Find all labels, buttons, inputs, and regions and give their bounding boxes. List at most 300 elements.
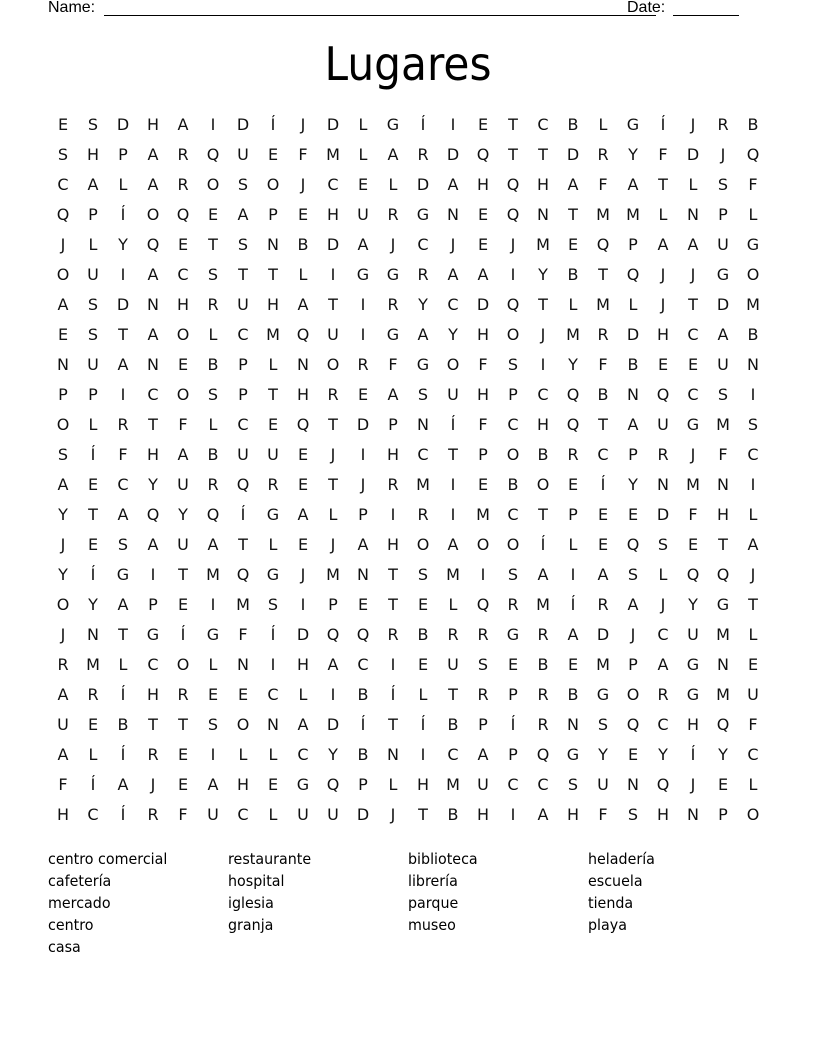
grid-cell[interactable]: N [747,355,759,374]
grid-cell[interactable]: C [327,175,339,194]
grid-cell[interactable]: S [717,175,729,194]
grid-cell[interactable]: H [86,145,100,164]
grid-cell[interactable]: C [687,385,699,404]
grid-cell[interactable]: A [57,685,69,704]
grid-cell[interactable]: P [268,205,278,224]
grid-cell[interactable]: F [388,355,398,374]
grid-cell[interactable]: N [717,655,729,674]
grid-cell[interactable]: J [60,235,66,254]
grid-cell[interactable]: C [747,445,759,464]
grid-cell[interactable]: F [718,445,728,464]
grid-cell[interactable]: L [658,565,668,584]
grid-cell[interactable]: I [330,685,336,704]
grid-cell[interactable]: B [357,685,369,704]
grid-cell[interactable]: P [88,205,98,224]
grid-cell[interactable]: O [746,805,760,824]
grid-cell[interactable]: Y [538,265,548,284]
grid-cell[interactable]: D [116,295,130,314]
grid-cell[interactable]: O [176,325,190,344]
grid-cell[interactable]: M [626,205,640,224]
grid-cell[interactable]: L [568,535,578,554]
grid-cell[interactable]: L [388,775,398,794]
grid-cell[interactable]: D [296,625,310,644]
grid-cell[interactable]: C [597,445,609,464]
grid-cell[interactable]: P [718,205,728,224]
grid-cell[interactable]: Q [476,145,490,164]
grid-cell[interactable]: J [360,475,366,494]
grid-cell[interactable]: E [177,235,189,254]
grid-cell[interactable]: L [358,115,368,134]
grid-cell[interactable]: J [690,265,696,284]
grid-cell[interactable]: M [596,295,610,314]
grid-cell[interactable]: T [328,415,338,434]
grid-cell[interactable]: I [330,265,336,284]
grid-cell[interactable]: L [328,505,338,524]
grid-cell[interactable]: I [150,565,156,584]
grid-cell[interactable]: A [657,235,669,254]
grid-cell[interactable]: N [237,655,249,674]
grid-cell[interactable]: E [597,505,609,524]
grid-cell[interactable]: C [417,235,429,254]
grid-cell[interactable]: J [450,235,456,254]
grid-cell[interactable]: D [236,115,250,134]
grid-cell[interactable]: D [416,175,430,194]
grid-cell[interactable]: L [208,655,218,674]
grid-cell[interactable]: I [210,595,216,614]
grid-cell[interactable]: A [297,505,309,524]
grid-cell[interactable]: E [687,535,699,554]
grid-cell[interactable]: Í [660,115,666,134]
grid-cell[interactable]: O [746,265,760,284]
grid-cell[interactable]: R [267,475,279,494]
grid-cell[interactable]: O [326,355,340,374]
grid-cell[interactable]: P [628,655,638,674]
grid-cell[interactable]: L [118,175,128,194]
grid-cell[interactable]: M [596,655,610,674]
grid-cell[interactable]: S [87,115,99,134]
grid-cell[interactable]: L [268,805,278,824]
date-line[interactable] [673,15,739,16]
grid-cell[interactable]: T [748,595,758,614]
grid-cell[interactable]: T [718,535,728,554]
grid-cell[interactable]: E [237,685,249,704]
grid-cell[interactable]: Q [176,205,190,224]
grid-cell[interactable]: U [687,625,699,644]
grid-cell[interactable]: Y [658,745,668,764]
grid-cell[interactable]: R [717,115,729,134]
grid-cell[interactable]: J [540,325,546,344]
grid-cell[interactable]: C [177,265,189,284]
grid-cell[interactable]: G [386,325,400,344]
grid-cell[interactable]: Q [146,505,160,524]
grid-cell[interactable]: J [510,235,516,254]
grid-cell[interactable]: S [747,415,759,434]
grid-cell[interactable]: J [300,115,306,134]
grid-cell[interactable]: Q [566,415,580,434]
grid-cell[interactable]: G [686,655,700,674]
grid-cell[interactable]: Y [688,595,698,614]
grid-cell[interactable]: J [300,175,306,194]
grid-cell[interactable]: R [177,145,189,164]
grid-cell[interactable]: C [147,655,159,674]
grid-cell[interactable]: E [177,745,189,764]
grid-cell[interactable]: T [658,175,668,194]
grid-cell[interactable]: E [507,655,519,674]
grid-cell[interactable]: E [687,355,699,374]
grid-cell[interactable]: S [207,265,219,284]
grid-cell[interactable]: Q [206,505,220,524]
grid-cell[interactable]: L [448,595,458,614]
grid-cell[interactable]: S [207,715,219,734]
grid-cell[interactable]: C [507,775,519,794]
grid-cell[interactable]: O [476,535,490,554]
grid-cell[interactable]: P [508,745,518,764]
grid-cell[interactable]: C [657,625,669,644]
grid-cell[interactable]: S [627,805,639,824]
grid-cell[interactable]: A [117,355,129,374]
grid-cell[interactable]: A [237,205,249,224]
grid-cell[interactable]: A [567,175,579,194]
grid-cell[interactable]: Q [506,175,520,194]
grid-cell[interactable]: N [627,385,639,404]
grid-cell[interactable]: Q [236,565,250,584]
grid-cell[interactable]: F [238,625,248,644]
grid-cell[interactable]: I [450,115,456,134]
grid-cell[interactable]: U [237,145,249,164]
grid-cell[interactable]: D [356,805,370,824]
grid-cell[interactable]: J [660,265,666,284]
grid-cell[interactable]: G [716,265,730,284]
grid-cell[interactable]: D [116,115,130,134]
grid-cell[interactable]: Q [236,475,250,494]
grid-cell[interactable]: T [538,145,548,164]
grid-cell[interactable]: B [117,715,129,734]
grid-cell[interactable]: M [686,475,700,494]
grid-cell[interactable]: U [327,805,339,824]
grid-cell[interactable]: T [178,565,188,584]
grid-cell[interactable]: H [236,775,250,794]
grid-cell[interactable]: E [567,235,579,254]
grid-cell[interactable]: I [300,595,306,614]
grid-cell[interactable]: U [597,775,609,794]
grid-cell[interactable]: U [477,775,489,794]
grid-cell[interactable]: E [567,655,579,674]
grid-cell[interactable]: I [750,475,756,494]
grid-cell[interactable]: C [507,415,519,434]
grid-cell[interactable]: A [147,265,159,284]
grid-cell[interactable]: E [267,145,279,164]
grid-cell[interactable]: U [207,805,219,824]
grid-cell[interactable]: H [296,655,310,674]
grid-cell[interactable]: O [206,175,220,194]
grid-cell[interactable]: S [87,295,99,314]
grid-cell[interactable]: H [296,385,310,404]
grid-cell[interactable]: P [328,595,338,614]
grid-cell[interactable]: M [536,595,550,614]
grid-cell[interactable]: P [628,235,638,254]
grid-cell[interactable]: E [207,685,219,704]
grid-cell[interactable]: E [477,115,489,134]
grid-cell[interactable]: F [598,805,608,824]
grid-cell[interactable]: U [87,265,99,284]
grid-cell[interactable]: A [717,325,729,344]
grid-cell[interactable]: Y [88,595,98,614]
grid-cell[interactable]: U [267,445,279,464]
grid-cell[interactable]: C [537,775,549,794]
grid-cell[interactable]: C [357,655,369,674]
grid-cell[interactable]: A [87,175,99,194]
grid-cell[interactable]: Y [58,565,68,584]
grid-cell[interactable]: N [717,475,729,494]
grid-cell[interactable]: C [237,805,249,824]
grid-cell[interactable]: Í [270,625,276,644]
grid-cell[interactable]: T [148,715,158,734]
grid-cell[interactable]: Y [718,745,728,764]
grid-cell[interactable]: T [118,625,128,644]
grid-cell[interactable]: U [237,445,249,464]
grid-cell[interactable]: R [417,505,429,524]
grid-cell[interactable]: D [326,235,340,254]
grid-cell[interactable]: S [567,775,579,794]
grid-cell[interactable]: T [238,265,248,284]
grid-cell[interactable]: T [448,685,458,704]
grid-cell[interactable]: B [537,445,549,464]
grid-cell[interactable]: T [268,265,278,284]
grid-cell[interactable]: Q [596,235,610,254]
grid-cell[interactable]: E [357,385,369,404]
name-line[interactable] [104,15,656,16]
grid-cell[interactable]: E [297,475,309,494]
grid-cell[interactable]: D [626,325,640,344]
grid-cell[interactable]: H [716,505,730,524]
grid-cell[interactable]: R [567,445,579,464]
grid-cell[interactable]: Q [206,145,220,164]
grid-cell[interactable]: U [237,295,249,314]
grid-cell[interactable]: A [687,235,699,254]
grid-cell[interactable]: L [238,745,248,764]
grid-cell[interactable]: Q [326,625,340,644]
grid-cell[interactable]: L [568,295,578,314]
grid-cell[interactable]: U [717,355,729,374]
grid-cell[interactable]: R [387,205,399,224]
grid-cell[interactable]: P [58,385,68,404]
grid-cell[interactable]: G [686,415,700,434]
grid-cell[interactable]: S [237,175,249,194]
grid-cell[interactable]: L [88,415,98,434]
grid-cell[interactable]: J [690,115,696,134]
grid-cell[interactable]: L [208,325,218,344]
grid-cell[interactable]: Í [420,115,426,134]
grid-cell[interactable]: E [87,535,99,554]
grid-cell[interactable]: E [57,325,69,344]
grid-cell[interactable]: C [537,115,549,134]
grid-cell[interactable]: U [297,805,309,824]
grid-cell[interactable]: A [357,235,369,254]
grid-cell[interactable]: B [357,745,369,764]
grid-cell[interactable]: A [597,565,609,584]
grid-cell[interactable]: Í [390,685,396,704]
grid-cell[interactable]: J [300,565,306,584]
grid-cell[interactable]: E [657,355,669,374]
grid-cell[interactable]: G [416,355,430,374]
grid-cell[interactable]: F [688,505,698,524]
grid-cell[interactable]: O [506,535,520,554]
grid-cell[interactable]: Y [148,475,158,494]
grid-cell[interactable]: P [118,145,128,164]
grid-cell[interactable]: Í [450,415,456,434]
grid-cell[interactable]: Í [420,715,426,734]
grid-cell[interactable]: Q [626,535,640,554]
grid-cell[interactable]: M [416,475,430,494]
grid-cell[interactable]: N [87,625,99,644]
grid-cell[interactable]: Í [120,205,126,224]
grid-cell[interactable]: B [567,685,579,704]
grid-cell[interactable]: L [628,295,638,314]
grid-cell[interactable]: S [87,325,99,344]
grid-cell[interactable]: O [626,685,640,704]
grid-cell[interactable]: L [298,685,308,704]
grid-cell[interactable]: J [690,775,696,794]
grid-cell[interactable]: S [57,445,69,464]
grid-cell[interactable]: Q [686,565,700,584]
grid-cell[interactable]: I [750,385,756,404]
grid-cell[interactable]: R [477,625,489,644]
grid-cell[interactable]: T [688,295,698,314]
grid-cell[interactable]: F [658,145,668,164]
grid-cell[interactable]: A [357,535,369,554]
grid-cell[interactable]: A [627,175,639,194]
grid-cell[interactable]: A [177,115,189,134]
grid-cell[interactable]: J [150,775,156,794]
grid-cell[interactable]: L [658,205,668,224]
grid-cell[interactable]: Q [536,745,550,764]
grid-cell[interactable]: R [147,745,159,764]
grid-cell[interactable]: L [88,745,98,764]
grid-cell[interactable]: B [567,115,579,134]
grid-cell[interactable]: I [450,505,456,524]
grid-cell[interactable]: S [507,355,519,374]
grid-cell[interactable]: U [447,655,459,674]
grid-cell[interactable]: J [750,565,756,584]
grid-cell[interactable]: N [627,775,639,794]
grid-cell[interactable]: N [447,205,459,224]
grid-cell[interactable]: B [447,715,459,734]
grid-cell[interactable]: I [120,385,126,404]
grid-cell[interactable]: R [87,685,99,704]
grid-cell[interactable]: T [328,475,338,494]
grid-cell[interactable]: T [118,325,128,344]
grid-cell[interactable]: E [477,235,489,254]
grid-cell[interactable]: T [178,715,188,734]
grid-cell[interactable]: J [390,235,396,254]
grid-cell[interactable]: N [537,205,549,224]
grid-cell[interactable]: Y [568,355,578,374]
grid-cell[interactable]: M [596,205,610,224]
grid-cell[interactable]: G [746,235,760,254]
grid-cell[interactable]: E [177,775,189,794]
grid-cell[interactable]: N [297,355,309,374]
grid-cell[interactable]: U [57,715,69,734]
grid-cell[interactable]: L [748,205,758,224]
grid-cell[interactable]: D [596,625,610,644]
grid-cell[interactable]: I [570,565,576,584]
grid-cell[interactable]: E [477,475,489,494]
grid-cell[interactable]: A [327,655,339,674]
grid-cell[interactable]: P [388,415,398,434]
grid-cell[interactable]: H [146,445,160,464]
grid-cell[interactable]: A [537,805,549,824]
grid-cell[interactable]: I [540,355,546,374]
grid-cell[interactable]: U [177,475,189,494]
grid-cell[interactable]: U [87,355,99,374]
grid-cell[interactable]: T [148,415,158,434]
grid-cell[interactable]: F [178,805,188,824]
grid-cell[interactable]: E [177,595,189,614]
grid-cell[interactable]: B [597,385,609,404]
grid-cell[interactable]: E [207,205,219,224]
grid-cell[interactable]: R [117,415,129,434]
grid-cell[interactable]: I [360,325,366,344]
grid-cell[interactable]: A [387,385,399,404]
grid-cell[interactable]: R [537,625,549,644]
grid-cell[interactable]: Y [598,745,608,764]
grid-cell[interactable]: J [330,445,336,464]
grid-cell[interactable]: H [686,715,700,734]
grid-cell[interactable]: F [298,145,308,164]
grid-cell[interactable]: Í [540,535,546,554]
grid-cell[interactable]: E [627,505,639,524]
grid-cell[interactable]: P [148,595,158,614]
grid-cell[interactable]: R [207,295,219,314]
grid-cell[interactable]: L [268,745,278,764]
grid-cell[interactable]: Q [56,205,70,224]
grid-cell[interactable]: M [566,325,580,344]
grid-cell[interactable]: L [748,505,758,524]
grid-cell[interactable]: J [390,805,396,824]
grid-cell[interactable]: E [357,175,369,194]
grid-cell[interactable]: M [716,415,730,434]
grid-cell[interactable]: I [480,565,486,584]
grid-cell[interactable]: S [627,565,639,584]
grid-cell[interactable]: D [446,145,460,164]
grid-cell[interactable]: Í [240,505,246,524]
grid-cell[interactable]: B [447,805,459,824]
grid-cell[interactable]: T [328,295,338,314]
grid-cell[interactable]: R [387,625,399,644]
grid-cell[interactable]: Q [506,205,520,224]
grid-cell[interactable]: C [507,505,519,524]
grid-cell[interactable]: L [418,685,428,704]
grid-cell[interactable]: C [657,715,669,734]
grid-cell[interactable]: D [326,115,340,134]
grid-cell[interactable]: M [326,145,340,164]
grid-cell[interactable]: M [746,295,760,314]
grid-cell[interactable]: O [236,715,250,734]
grid-cell[interactable]: O [536,475,550,494]
grid-cell[interactable]: H [476,805,490,824]
grid-cell[interactable]: E [87,715,99,734]
grid-cell[interactable]: Í [90,775,96,794]
grid-cell[interactable]: G [356,265,370,284]
grid-cell[interactable]: P [508,685,518,704]
grid-cell[interactable]: G [266,565,280,584]
grid-cell[interactable]: Í [90,445,96,464]
grid-cell[interactable]: Q [656,775,670,794]
grid-cell[interactable]: B [507,475,519,494]
grid-cell[interactable]: R [417,145,429,164]
grid-cell[interactable]: B [207,445,219,464]
grid-cell[interactable]: Q [296,325,310,344]
